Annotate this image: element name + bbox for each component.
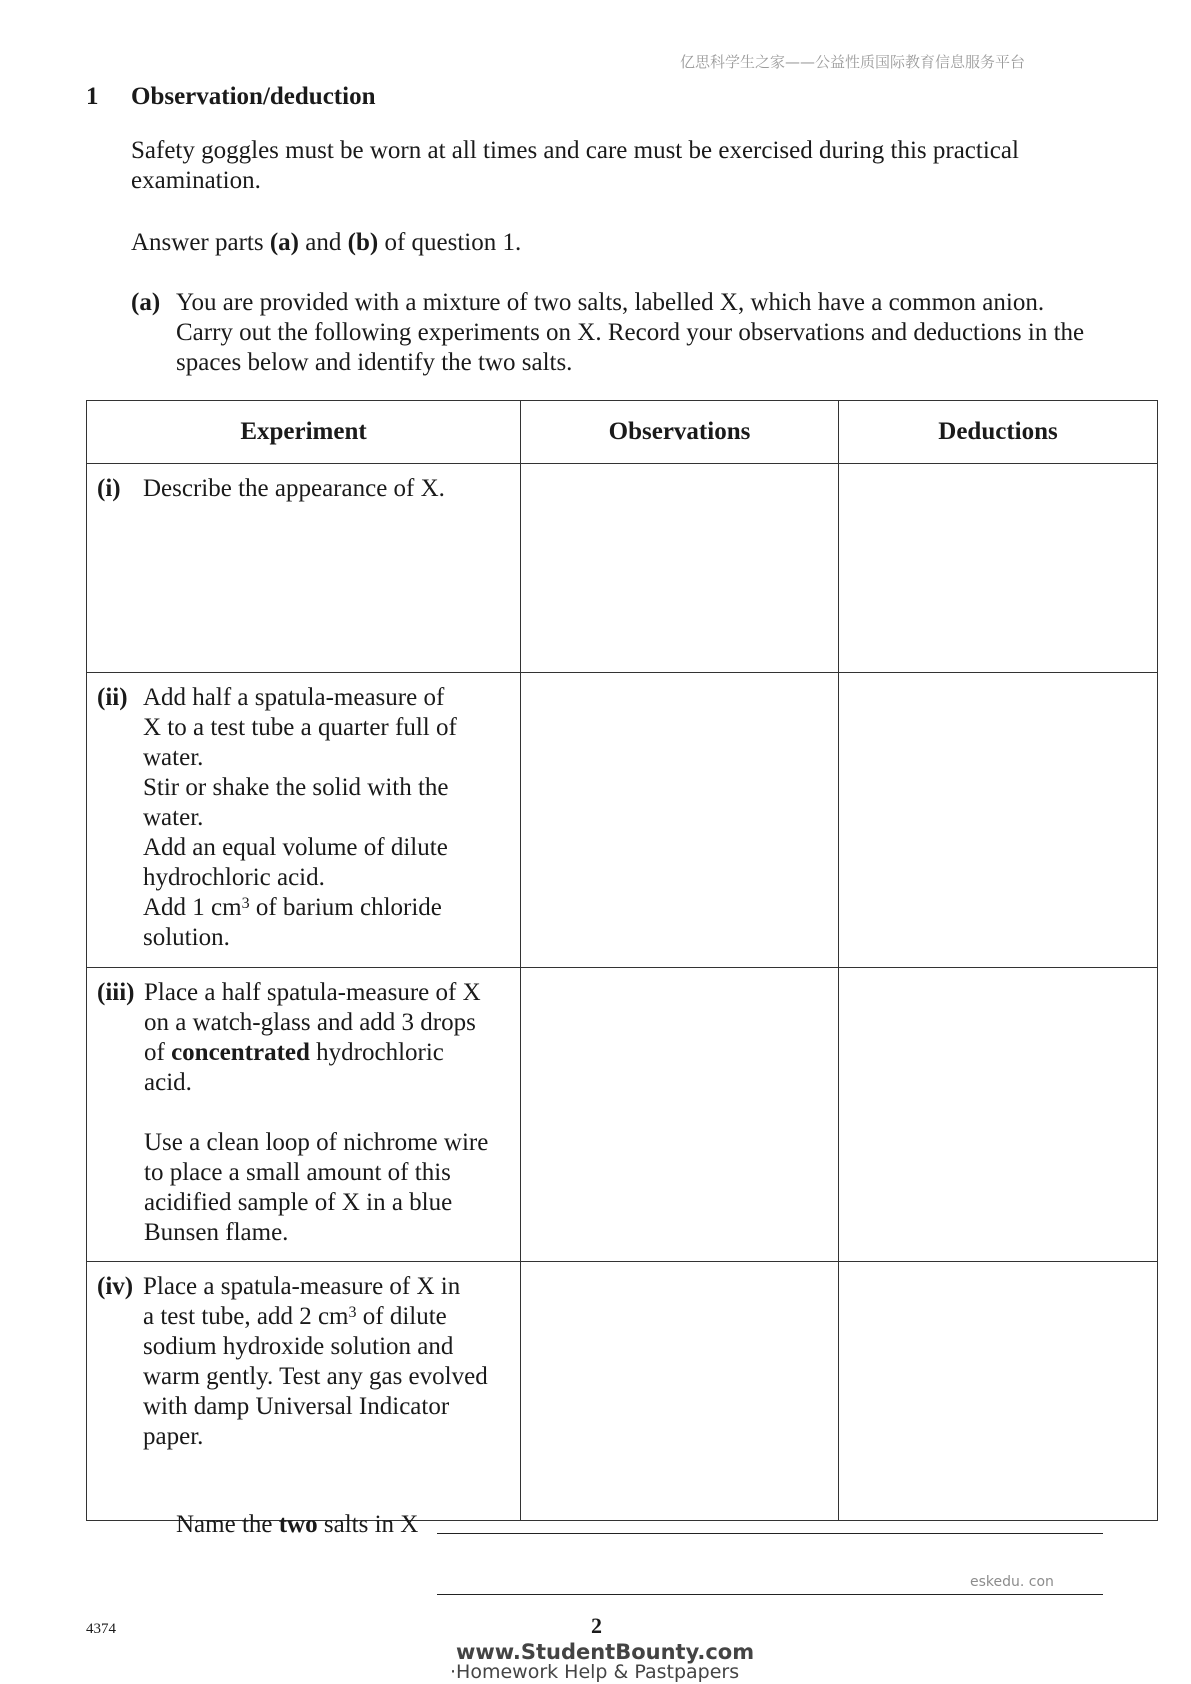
experiment-line: water. <box>143 744 204 771</box>
table-row <box>87 1262 1158 1521</box>
experiment-label: (ii) <box>97 684 128 711</box>
prompt-text: Name the <box>176 1511 279 1538</box>
paper-code: 4374 <box>86 1621 116 1637</box>
observation-table <box>86 400 1158 1521</box>
experiment-line <box>144 1038 512 1068</box>
experiment-label: (i) <box>97 475 121 502</box>
experiment-line: solution. <box>143 924 230 951</box>
experiment-text: of <box>144 1039 172 1066</box>
experiment-line: Describe the appearance of X. <box>143 475 445 502</box>
answer-text-pre: Answer parts <box>131 229 270 256</box>
table-row <box>87 968 1158 1262</box>
footer-logo-line1: www.StudentBounty.com <box>456 1640 755 1664</box>
experiment-line: Add half a spatula-measure of <box>143 684 445 711</box>
experiment-label: (iv) <box>97 1273 134 1300</box>
experiment-line: Stir or shake the solid with the <box>143 774 449 801</box>
prompt-emphasis: two <box>278 1511 318 1538</box>
experiment-line: Bunsen flame. <box>144 1219 289 1246</box>
watermark-eskedu: eskedu. con <box>970 1574 1054 1590</box>
deduction-answer-space[interactable] <box>839 1262 1158 1521</box>
deduction-answer-space[interactable] <box>839 464 1158 673</box>
experiment-text: of dilute <box>356 1303 447 1330</box>
experiment-line: Use a clean loop of nichrome wire <box>144 1129 489 1156</box>
experiment-line: X to a test tube a quarter full of <box>143 714 457 741</box>
table-header-row <box>87 401 1158 464</box>
experiment-text: Add 1 cm <box>143 894 242 921</box>
safety-instruction: Safety goggles must be worn at all times and care must be exercised during this practical examination. <box>131 137 1019 194</box>
observation-answer-space[interactable] <box>521 673 839 968</box>
experiment-line: to place a small amount of this <box>144 1159 451 1186</box>
footer-logo-line2: ·Homework Help & Pastpapers <box>450 1661 740 1683</box>
question-title: Observation/deduction <box>131 83 376 110</box>
answer-line[interactable] <box>437 1594 1103 1595</box>
emphasis-text: concentrated <box>171 1039 310 1066</box>
experiment-line: warm gently. Test any gas evolved <box>143 1363 488 1390</box>
experiment-line: sodium hydroxide solution and <box>143 1333 454 1360</box>
answer-part-a: (a) <box>269 229 300 256</box>
experiment-line: water. <box>143 804 204 831</box>
experiment-label: (iii) <box>97 979 135 1006</box>
part-a-instructions: You are provided with a mixture of two salts, labelled X, which have a common anion. Carry out the following experiments on X. Record your observations and deductions in the spaces below and identify the two salts. <box>176 289 1085 376</box>
answer-text-and: and <box>299 229 348 256</box>
experiment-cell <box>87 464 521 673</box>
answer-text-post: of question 1. <box>378 229 522 256</box>
observation-answer-space[interactable] <box>521 1262 839 1521</box>
experiment-line <box>143 1302 512 1332</box>
experiment-line: with damp Universal Indicator <box>143 1393 450 1420</box>
header-observations: Observations <box>521 401 839 464</box>
prompt-text: salts in X <box>317 1511 419 1538</box>
table-row <box>87 464 1158 673</box>
experiment-cell <box>87 673 521 968</box>
answer-part-b: (b) <box>347 229 379 256</box>
table-row <box>87 673 1158 968</box>
name-salts-prompt <box>176 1510 418 1540</box>
experiment-text: a test tube, add 2 cm <box>143 1303 349 1330</box>
experiment-text: of barium chloride <box>249 894 442 921</box>
header-experiment: Experiment <box>87 401 521 464</box>
watermark-header: 亿思科学生之家——公益性质国际教育信息服务平台 <box>680 53 1026 71</box>
part-a-label: (a) <box>131 289 161 316</box>
superscript: 3 <box>348 1304 357 1321</box>
experiment-text: hydrochloric <box>309 1039 444 1066</box>
experiment-line: acid. <box>144 1069 192 1096</box>
experiment-line: hydrochloric acid. <box>143 864 325 891</box>
question-number: 1 <box>86 83 99 110</box>
answer-line[interactable] <box>437 1533 1103 1534</box>
experiment-cell <box>87 968 521 1262</box>
experiment-line: Place a half spatula-measure of X <box>144 979 481 1006</box>
observation-answer-space[interactable] <box>521 464 839 673</box>
experiment-line: acidified sample of X in a blue <box>144 1189 453 1216</box>
page-number: 2 <box>591 1613 602 1638</box>
experiment-line: paper. <box>143 1423 204 1450</box>
deduction-answer-space[interactable] <box>839 968 1158 1262</box>
superscript: 3 <box>241 895 250 912</box>
experiment-line: on a watch-glass and add 3 drops <box>144 1009 476 1036</box>
header-deductions: Deductions <box>839 401 1158 464</box>
experiment-line <box>143 893 512 923</box>
observation-answer-space[interactable] <box>521 968 839 1262</box>
answer-instruction <box>131 228 1091 258</box>
deduction-answer-space[interactable] <box>839 673 1158 968</box>
experiment-cell <box>87 1262 521 1521</box>
experiment-line: Add an equal volume of dilute <box>143 834 448 861</box>
experiment-line: Place a spatula-measure of X in <box>143 1273 461 1300</box>
